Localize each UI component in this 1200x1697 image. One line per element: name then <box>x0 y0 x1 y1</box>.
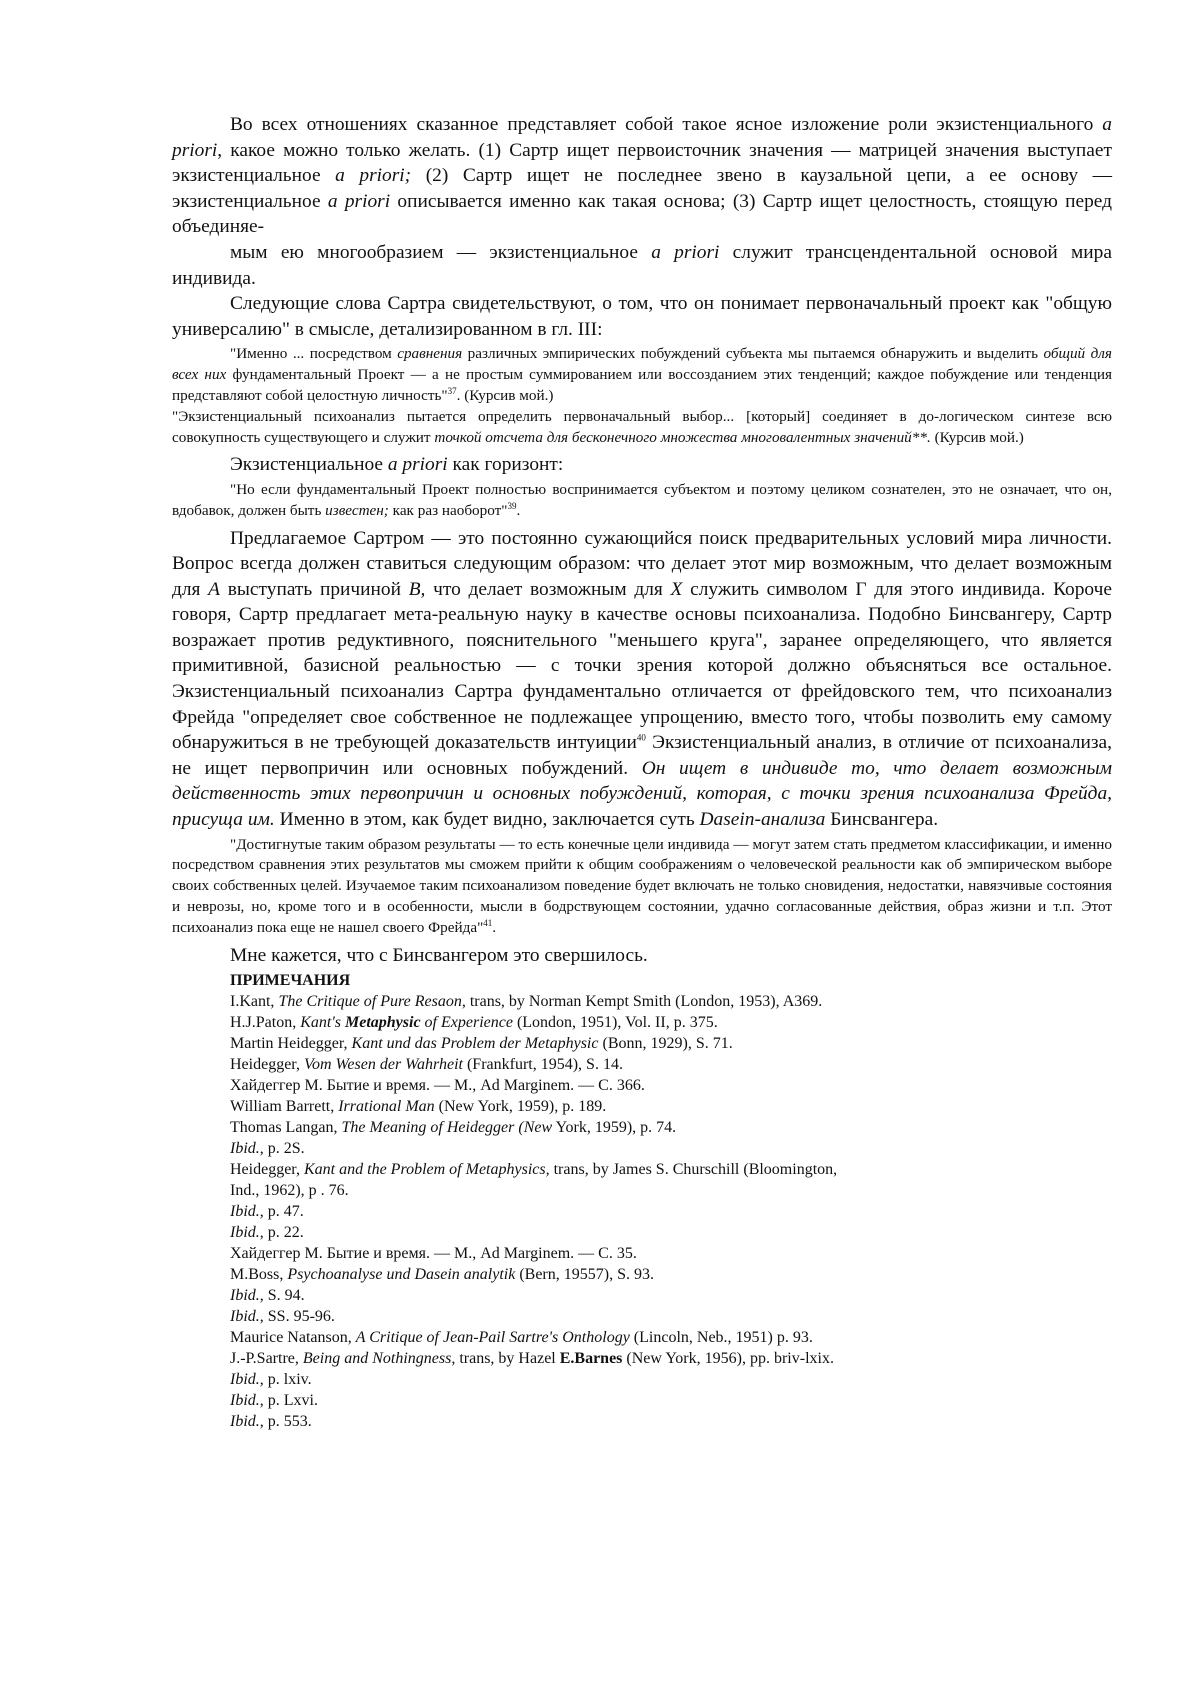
note-item <box>230 1369 870 1390</box>
paragraph <box>172 943 1112 969</box>
note-item <box>230 1348 870 1369</box>
text: Следующие слова Сартра свидетельствуют, о том, что он понимает первоначальный проект как "общую универсалию" в смысле, детализированном в гл. III: <box>172 293 1112 340</box>
note-item <box>230 1285 870 1306</box>
note-title: Irrational Man <box>338 1098 435 1116</box>
note-title: The Meaning of Heidegger (New <box>341 1119 553 1137</box>
note-title: of Experience <box>420 1014 513 1032</box>
note-text: I.Kant, <box>230 993 279 1011</box>
note-text: , p. lxiv. <box>259 1371 312 1389</box>
note-text: Martin Heidegger, <box>230 1035 352 1053</box>
text: (Курсив мой.) <box>930 428 1024 446</box>
note-text: Maurice Natanson, <box>230 1329 356 1347</box>
note-item <box>230 1012 870 1033</box>
note-item <box>230 1306 870 1327</box>
text: Мне кажется, что с Бинсвангером это свершилось. <box>230 944 648 966</box>
note-text: , p. 47. <box>259 1203 304 1221</box>
note-title: Ibid. <box>230 1392 260 1410</box>
note-title: Ibid. <box>230 1308 260 1326</box>
text: описывается именно как такая основа; (3) Сартр ищет целостность, стоящую перед объединяе- <box>172 190 1112 238</box>
paragraph <box>172 452 1112 478</box>
note-title: Psychoanalyse und Dasein analytik <box>287 1266 516 1284</box>
note-text: , p. 2S. <box>259 1140 305 1158</box>
text: фундаментальный Проект — а не простым суммированием или воссозданием этих тенденций; каждое побуждение или тенденция представляют собой целостную личность" <box>172 366 1112 404</box>
italic-text: Он ищет в индивиде то, что делает возможным действенность этих первопричин и основных побуждений, которая, с точки зрения психоанализа Фрейда, присуща им. <box>172 757 1112 831</box>
note-item <box>230 1390 870 1411</box>
italic-text: a priori; <box>335 165 412 187</box>
note-item <box>230 1243 870 1264</box>
paragraph <box>172 291 1112 342</box>
text: "Экзистенциальный психоанализ пытается определить первоначальный выбор... [который] соединяет в до-логическом синтезе всю совокупность существующего и служит <box>172 407 1112 446</box>
note-text: (New York, 1956), pp. briv-lxix. <box>622 1350 834 1368</box>
italic-text: a priori <box>172 114 1112 161</box>
footnote-ref: 41 <box>483 917 493 928</box>
block-quote <box>172 344 1112 448</box>
note-title: Ibid. <box>230 1287 260 1305</box>
note-title-bold: Metaphysic <box>341 1014 421 1032</box>
note-item <box>230 1033 870 1054</box>
note-item <box>230 1327 870 1348</box>
text: (2) Сартр ищет не последнее звено в каузальной цепи, а ее основу — экзистенциальное <box>172 165 1112 212</box>
document-page <box>172 112 1112 1432</box>
paragraph <box>172 112 1112 240</box>
note-title: A Critique of Jean-Pail Sartre's Onthology <box>355 1329 630 1347</box>
note-item <box>230 1159 870 1201</box>
paragraph <box>172 526 1112 833</box>
note-text: York, 1959), p. 74. <box>552 1119 677 1137</box>
note-text: , p. 22. <box>259 1224 304 1242</box>
text: Во всех отношениях сказанное представляет собой такое ясное изложение роли экзистенциального <box>230 114 1103 135</box>
note-item <box>230 1138 870 1159</box>
text: служит трансцендентальной основой мира индивида. <box>172 241 1112 289</box>
italic-text: a priori <box>651 241 720 263</box>
italic-text: общий для всех них <box>172 345 1112 384</box>
text: как горизонт: <box>447 454 564 476</box>
note-text: trans, by James S. Churschill (Bloomington, Ind., 1962), p . 76. <box>230 1161 838 1200</box>
note-title: Kant und das Problem der Metaphysic <box>351 1035 599 1053</box>
note-text: Heidegger, <box>230 1056 304 1074</box>
block-quote <box>172 835 1112 939</box>
note-title: Ibid. <box>230 1140 260 1158</box>
text: Бинсвангера. <box>825 809 939 831</box>
text: . <box>516 501 521 519</box>
note-text: Thomas Langan, <box>230 1119 342 1137</box>
note-text: (Frankfurt, 1954), S. 14. <box>462 1056 623 1074</box>
text: "Именно ... посредством <box>230 345 398 363</box>
note-text: , p. Lxvi. <box>259 1392 318 1410</box>
footnote-ref: 40 <box>636 732 646 743</box>
note-item <box>230 991 870 1012</box>
note-name-bold: E.Barnes <box>559 1350 623 1368</box>
note-item <box>230 1075 870 1096</box>
note-text: William Barrett, <box>230 1098 339 1116</box>
italic-text: a priori <box>327 190 391 212</box>
note-text: (London, 1951), Vol. II, p. 375. <box>512 1014 718 1032</box>
italic-text: сравнения <box>397 345 463 363</box>
note-text: (New York, 1959), p. 189. <box>434 1098 607 1116</box>
note-title: Ibid. <box>230 1413 260 1431</box>
note-title: Ibid. <box>230 1224 260 1242</box>
footnote-ref: 37 <box>447 385 457 396</box>
note-item <box>230 1201 870 1222</box>
note-text: (Bonn, 1929), S. 71. <box>598 1035 733 1053</box>
note-text: J.-P.Sartre, <box>230 1350 303 1368</box>
italic-text: известен; <box>325 501 389 519</box>
note-item <box>230 1222 870 1243</box>
text: Предлагаемое Сартром — это постоянно сужающийся поиск предварительных условий мира личности. Вопрос всегда должен ставиться следующим образом: что делает этот мир возможным, что делает возможным для <box>172 527 1112 600</box>
text: "Достигнутые таким образом результаты — то есть конечные цели индивида — могут затем стать предметом классификации, и именно посредством сравнения этих результатов мы сможем прийти к общим соображениям о человеческой реальности как об эмпирическом выборе своих собственных целей. Изучаемое таким психоанализом поведение будет включать не только сновидения, недостатки, навязчивые состояния и неврозы, но, кроме того и в особенности, мысли в бодрствующем состоянии, удачно согласованные действия, образ жизни и т.п. Этот психоанализ пока еще не нашел своего Фрейда" <box>172 835 1112 936</box>
note-text: (Bern, 19557), S. 93. <box>515 1266 654 1284</box>
note-item <box>230 1117 870 1138</box>
text: служить символом Г для этого индивида. Короче говоря, Сартр предлагает мета-реальную науку в качестве основы психоанализа. Подобно Бинсвангеру, Сартр возражает против редуктивного, пояснительного "меньшего круга", заранее определяющего, что является примитивной, базисной реальностью — с точки зрения которой должно объясняться все остальное. Экзистенциальный психоанализ Сартра фундаментально отличается от фрейдовского тем, что психоанализ Фрейда "определяет свое собственное не подлежащее упрощению, вместо того, чтобы позволить ему самому обнаружиться в не требующей доказательств интуиции <box>172 578 1112 754</box>
text: мым ею многообразием — экзистенциальное <box>230 241 652 263</box>
note-text: Хайдеггер М. Бытие и время. — М., Ad Marginem. — С. 35. <box>230 1245 637 1263</box>
notes-heading: ПРИМЕЧАНИЯ <box>230 972 351 990</box>
italic-text: X <box>670 578 683 600</box>
note-item <box>230 1096 870 1117</box>
italic-text: А <box>208 578 221 600</box>
note-title: Ibid. <box>230 1203 260 1221</box>
note-title: Vom Wesen der Wahrheit <box>304 1056 463 1074</box>
note-text: , p. 553. <box>259 1413 312 1431</box>
text: Экзистенциальное <box>230 454 388 476</box>
note-text: H.J.Paton, <box>230 1014 301 1032</box>
note-title: The Critique of Pure Resaon, <box>278 993 466 1011</box>
note-title: Being and Nothingness, <box>302 1350 456 1368</box>
note-item <box>230 1411 870 1432</box>
text: Именно в этом, как будет видно, заключается суть <box>274 809 700 831</box>
text: Экзистенциальный анализ, в отличие от психоанализа, не ищет первопричин или основных побуждений. <box>172 732 1112 779</box>
note-text: trans, by Hazel <box>455 1350 560 1368</box>
block-quote <box>172 480 1112 522</box>
note-text: , S. 94. <box>259 1287 305 1305</box>
text: что делает возможным для <box>425 578 671 600</box>
note-text: Heidegger, <box>230 1161 304 1179</box>
text: выступать причиной <box>220 578 409 600</box>
note-text: (Lincoln, Neb., 1951) p. 93. <box>629 1329 813 1347</box>
note-item <box>230 1264 870 1285</box>
italic-text: a priori <box>387 454 448 476</box>
note-text: trans, by Norman Kempt Smith (London, 1953), A369. <box>465 993 823 1011</box>
footnote-ref: 39 <box>507 500 517 511</box>
text: различных эмпирических побуждений субъекта мы пытаемся обнаружить и выделить <box>462 345 1044 363</box>
note-title: Ibid. <box>230 1371 260 1389</box>
note-item <box>230 1054 870 1075</box>
note-text: , SS. 95-96. <box>259 1308 335 1326</box>
paragraph <box>172 240 1112 291</box>
note-title: Kant and the Problem of Metaphysics, <box>304 1161 550 1179</box>
text: как раз наоборот" <box>388 501 508 519</box>
notes-list <box>230 991 870 1432</box>
note-title: Kant's <box>300 1014 341 1032</box>
italic-text: В, <box>408 578 426 600</box>
text: . (Курсив мой.) <box>456 386 554 404</box>
note-text: Хайдеггер М. Бытие и время. — М., Ad Marginem. — С. 366. <box>230 1077 645 1095</box>
italic-text: Dasein-анализа <box>699 809 826 831</box>
note-text: M.Boss, <box>230 1266 288 1284</box>
text: "Но если фундаментальный Проект полностью воспринимается субъектом и поэтому целиком сознателен, это не означает, что он, вдобавок, должен быть <box>172 480 1112 519</box>
italic-text: точкой отсчета для бесконечного множества многовалентных значений**. <box>434 428 931 446</box>
text: , какое можно только желать. (1) Сартр ищет первоисточник значения — матрицей значения выступает экзистенциальное <box>172 139 1112 187</box>
text: . <box>492 918 497 936</box>
